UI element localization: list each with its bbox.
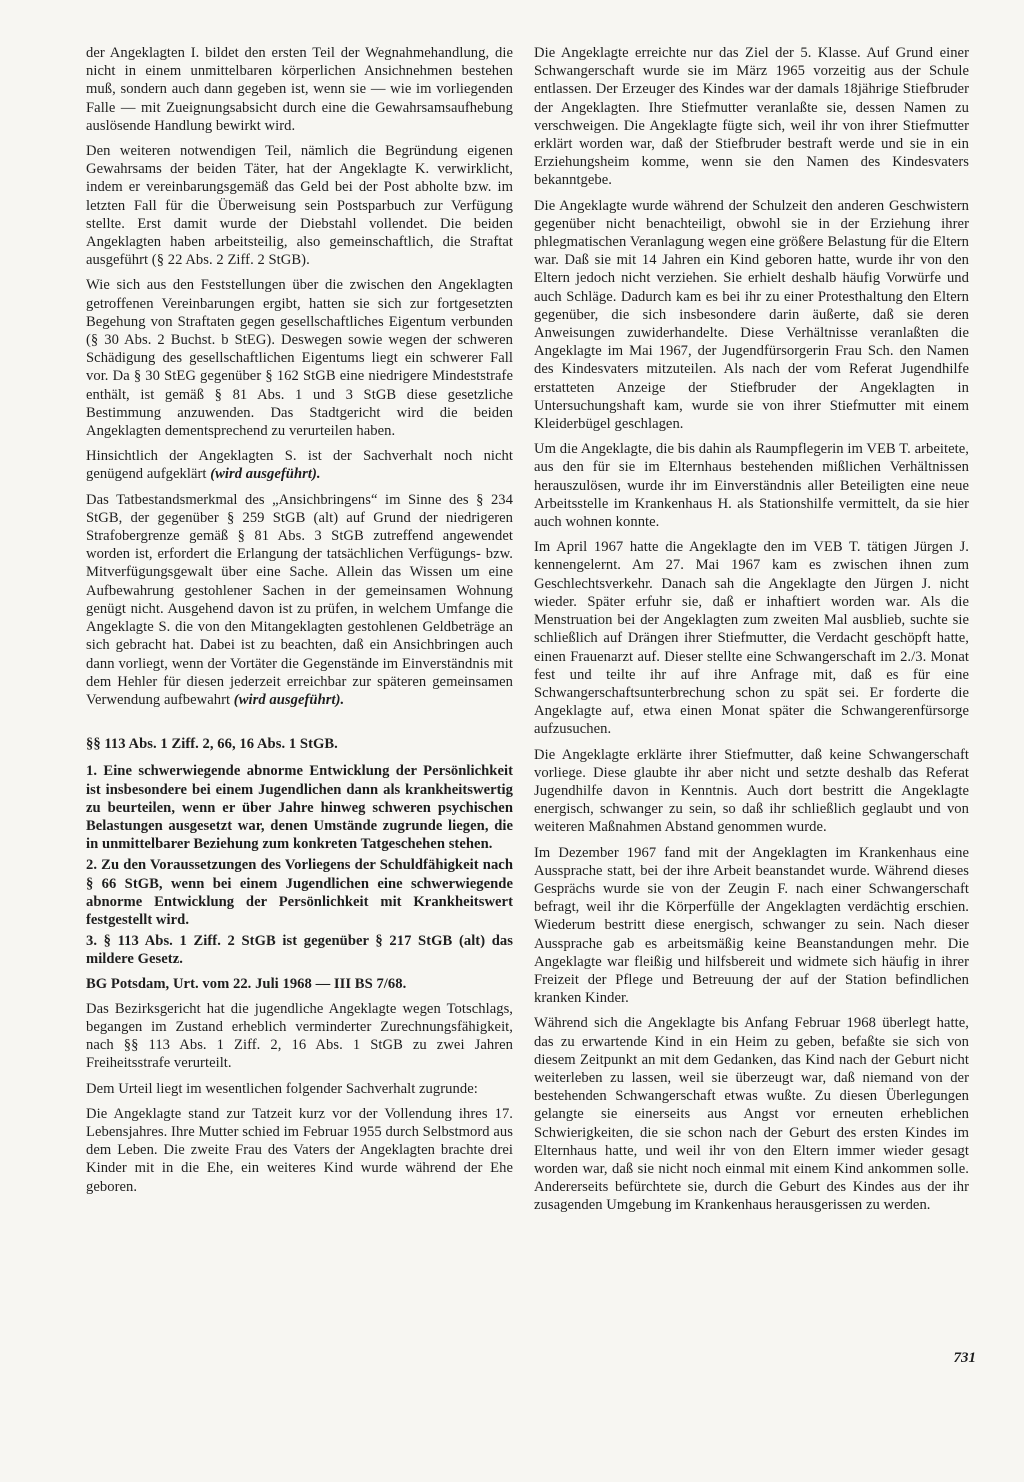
paragraph: Während sich die Angeklagte bis Anfang Februar 1968 überlegt hatte, das zu erwartende Kind in ein Heim zu geben, befaßte sie sich von diesem Zeitpunkt an mit dem Gedanken, das Kind nach der Geburt nicht weiterleben zu lassen, weil sie überzeugt war, daß niemand von der bestehenden Schwangerschaft etwas wußte. Zu diesen Überlegungen gelangte sie einerseits aus Angst vor erneuten erheblichen Schwierigkeiten, die sie schon nach der Geburt des ersten Kindes im Elternhaus hatte, und weil ihr von den Eltern immer wieder gesagt worden war, daß sie nicht noch einmal mit einem Kind ankommen solle. Andererseits befürchtete sie, durch die Geburt des Kindes aus der ihr zusagenden Umgebung im Krankenhaus herausgerissen zu werden.: [534, 1015, 969, 1214]
omission-note: (wird ausgeführt).: [233, 691, 345, 708]
paragraph: Im April 1967 hatte die Angeklagte den im VEB T. tätigen Jürgen J. kennengelernt. Am 27. Mai 1967 kam es zwischen ihnen zum Geschlechtsverkehr. Danach sah die Angeklagte den Jürgen J. nicht wieder. Später erfuhr sie, daß er inhaftiert worden war. Als die Menstruation bei der Angeklagten zum zweiten Mal ausblieb, suchte sie schließlich auf Drängen ihrer Stiefmutter, die Verdacht geschöpft hatte, einen Frauenarzt auf. Dieser stellte eine Schwangerschaft im 2./3. Monat fest und teilte ihr auf ihre Anfrage mit, daß es für eine Schwangerschaftsunterbrechung schon zu spät sei. Er forderte die Angeklagte auf, etwa einen Monat später die Schwangerenfürsorge aufzusuchen.: [534, 539, 969, 738]
paragraph: Wie sich aus den Feststellungen über die zwischen den Angeklagten getroffenen Vereinbarungen ergibt, hatten sie sich zur fortgesetzten Begehung von Straftaten gegen gesellschaftliches Eigentum verbunden (§ 30 Abs. 2 Buchst. b StEG). Deswegen sowie wegen der schweren Schädigung des gesellschaftlichen Eigentums liegt ein schwerer Fall vor. Da § 30 StEG gegenüber § 162 StGB eine niedrigere Mindeststrafe enthält, ist gemäß § 81 Abs. 1 und 3 StGB diese gesetzliche Bestimmung anzuwenden. Das Stadtgericht wird die beiden Angeklagten dementsprechend zu verurteilen haben.: [86, 277, 513, 440]
paragraph: Das Bezirksgericht hat die jugendliche Angeklagte wegen Totschlags, begangen im Zustand erheblich verminderter Zurechnungsfähigkeit, nach §§ 113 Abs. 1 Ziff. 2, 16 Abs. 1 StGB zu zwei Jahren Freiheitsstrafe verurteilt.: [86, 1000, 513, 1072]
right-column: [534, 44, 969, 1222]
left-column: [86, 44, 513, 1203]
paragraph: Die Angeklagte stand zur Tatzeit kurz vor der Vollendung ihres 17. Lebensjahres. Ihre Mutter schied im Februar 1955 durch Selbstmord aus dem Leben. Die zweite Frau des Vaters der Angeklagten brachte drei Kinder mit in die Ehe, ein weiteres Kind wurde während der Ehe geboren.: [86, 1105, 513, 1195]
paragraph-text: Hinsichtlich der Angeklagten S. ist der Sachverhalt noch nicht genügend aufgeklärt: [86, 448, 513, 483]
paragraph: Im Dezember 1967 fand mit der Angeklagten im Krankenhaus eine Aussprache statt, bei der ihre Arbeit beanstandet wurde. Während dieses Gesprächs wurde sie von der Zeugin F. nach einer Schwangerschaft befragt, weil ihr die Körperfülle der Angeklagten verdächtig erschien. Wiederum bestritt diese energisch, schwanger zu sein. Nach dieser Aussprache gab es arbeitsmäßig keine Beanstandungen mehr. Die Angeklagte war fleißig und hilfsbereit und widmete sich häufig in ihrer Freizeit der Pflege und Betreuung der auf der Station befindlichen kranken Kinder.: [534, 844, 969, 1007]
paragraph: Dem Urteil liegt im wesentlichen folgender Sachverhalt zugrunde:: [86, 1080, 478, 1097]
omission-note: (wird ausgeführt).: [210, 466, 321, 483]
paragraph: Den weiteren notwendigen Teil, nämlich die Begründung eigenen Gewahrsams der beiden Täter, hat der Angeklagte K. verwirklicht, indem er vereinbarungsgemäß das Geld bei der Post abholte bzw. im letzten Fall für die Überweisung sein Postsparbuch zur Verfügung stellte. Erst damit wurde der Diebstahl vollendet. Die beiden Angeklagten haben arbeitsteilig, also gemeinschaftlich, die Straftat ausgeführt (§ 22 Abs. 2 Ziff. 2 StGB).: [86, 143, 513, 269]
court-citation: BG Potsdam, Urt. vom 22. Juli 1968 — III BS 7/68.: [86, 975, 407, 992]
paragraph: Die Angeklagte wurde während der Schulzeit den anderen Geschwistern gegenüber nicht benachteiligt, obwohl sie in der Erziehung ihrer phlegmatischen Veranlagung wegen eine größere Belastung für die Eltern war. Daß sie mit 14 Jahren ein Kind geboren hatte, wurde ihr von den Eltern jedoch nicht verziehen. Sie erhielt deshalb häufig Vorwürfe und auch Schläge. Dadurch kam es bei ihr zu einer Protesthaltung den Eltern gegenüber, die sich insbesondere darin äußerte, daß sie deren Anweisungen zuwiderhandelte. Diese Verhältnisse veranlaßten die Angeklagte im Mai 1967, der Jugendfürsorgerin Frau Sch. den Namen des Kindesvaters mitzuteilen. Als nach der vom Referat Jugendhilfe erstatteten Anzeige der Stiefbruder der Angeklagten in Untersuchungshaft kam, wurde sie von ihrer Stiefmutter mit einem Kleiderbügel geschlagen.: [534, 197, 969, 433]
headnote-1: 1. Eine schwerwiegende abnorme Entwicklung der Persönlichkeit ist insbesondere bei einem Jugendlichen dann als krankheitswertig zu beurteilen, wenn er über Jahre hinweg schweren psychischen Belastungen ausgesetzt war, denen Umstände zugrunde liegen, die in unmittelbarer Beziehung zum konkreten Tatgeschehen stehen.: [86, 763, 513, 853]
headnote-3: 3. § 113 Abs. 1 Ziff. 2 StGB ist gegenüber § 217 StGB (alt) das mildere Gesetz.: [86, 933, 513, 968]
paragraph: [86, 491, 513, 709]
paragraph: der Angeklagten I. bildet den ersten Teil der Wegnahmehandlung, die nicht in einem unmittelbaren körperlichen Ansichnehmen bestehen muß, sondern auch dann gegeben ist, wenn sie — wie im vorliegenden Falle — mit Zueignungsabsicht durch eine die Gewahrsamsaufhebung auslösende Handlung bewirkt wird.: [86, 45, 513, 134]
paragraph: Die Angeklagte erreichte nur das Ziel der 5. Klasse. Auf Grund einer Schwangerschaft wurde sie im März 1965 vorzeitig aus der Schule entlassen. Der Erzeuger des Kindes war der damals 18jährige Stiefbruder der Angeklagten. Ihre Stiefmutter veranlaßte sie, dessen Namen zu verschweigen. Die Angeklagte fügte sich, weil ihr von ihrer Stiefmutter erklärt worden war, daß der Stiefbruder bestraft werde und sie in ein Erziehungsheim komme, wenn sie den Namen des Kindesvaters bekanntgebe.: [534, 45, 969, 189]
paragraph: Die Angeklagte erklärte ihrer Stiefmutter, daß keine Schwangerschaft vorliege. Diese glaubte ihr aber nicht und setzte deshalb das Referat Jugendhilfe davon in Kenntnis. Auch dort bestritt die Angeklagte energisch, schwanger zu sein, so daß ihr schließlich geglaubt und von weiteren Maßnahmen Abstand genommen wurde.: [534, 746, 969, 836]
paragraph: Um die Angeklagte, die bis dahin als Raumpflegerin im VEB T. arbeitete, aus den für sie im Elternhaus bestehenden mißlichen Verhältnissen herauszulösen, wurde ihr im Einverständnis aller Beteiligten eine neue Arbeitsstelle im Krankenhaus H. als Stationshilfe vermittelt, da sie hier auch wohnen konnte.: [534, 441, 969, 531]
paragraph-text: Das Tatbestandsmerkmal des „Ansichbringens“ im Sinne des § 234 StGB, der gegenüber § 259 StGB (alt) auf Grund der niedrigeren Strafobergrenze gemäß § 81 Abs. 3 StGB zutreffend angewendet worden ist, erfordert die Erlangung der tatsächlichen Verfügungs- bzw. Mitverfügungsgewalt über eine Sache. Allein das Wissen um eine Aufbewahrung gestohlener Sachen in der gemeinsamen Wohnung genügt nicht. Ausgehend davon ist zu prüfen, in welchem Umfange die Angeklagte S. die von den Mitangeklagten gestohlenen Geldbeträge an sich gebracht hat. Dabei ist zu beachten, daß ein Ansichbringen auch dann vorliegt, wenn der Vortäter die Gegenstände im Einverständnis mit dem Hehler für diesen jederzeit erreichbar zur späteren gemeinsamen Verwendung aufbewahrt: [86, 491, 513, 708]
paragraph: [86, 447, 513, 483]
page-number: 731: [953, 1350, 976, 1366]
headnote-2: 2. Zu den Voraussetzungen des Vorliegens der Schuldfähigkeit nach § 66 StGB, wenn bei einem Jugendlichen eine schwerwiegende abnorme Entwicklung der Persönlichkeit mit Krankheitswert festgestellt wird.: [86, 857, 513, 928]
statute-heading: §§ 113 Abs. 1 Ziff. 2, 66, 16 Abs. 1 StGB.: [86, 736, 338, 753]
